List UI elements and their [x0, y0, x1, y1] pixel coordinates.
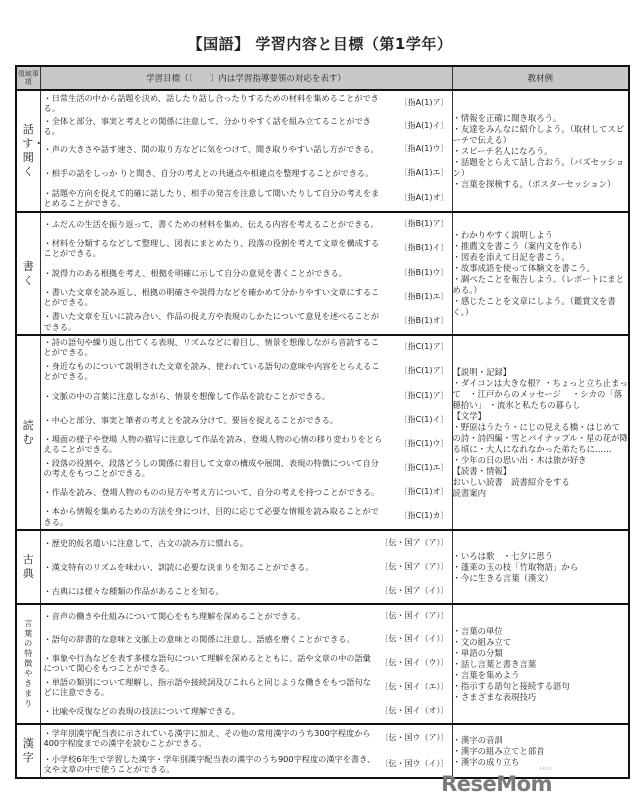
goal-text: ・書いた文章を互いに読み合い、作品の捉え方や表現のしかたについて意見を述べることができる。 [43, 311, 380, 332]
goal-item [41, 504, 452, 529]
goal-item [41, 675, 452, 699]
resemom-logo [441, 766, 552, 796]
curriculum-reference: 〔指A(1)オ〕 [399, 192, 449, 202]
goals-cell [40, 724, 452, 778]
curriculum-reference: 〔指B(1)イ〕 [399, 242, 449, 252]
goal-item [41, 384, 452, 408]
goal-text: ・日常生活の中から話題を決め、話したり話し合ったりするための材料を集めることができる。 [43, 92, 379, 113]
goal-item [41, 213, 452, 235]
curriculum-reference: 〔伝・国イ（オ）〕 [380, 705, 449, 715]
goal-text: ・音声の働きや仕組みについて関心をもち理解を深めることができる。 [43, 610, 306, 621]
goal-text: ・比喩や反復などの表現の技法について理解できる。 [43, 705, 240, 716]
area-label-text: 読む [22, 418, 34, 446]
goal-item [41, 309, 452, 334]
area-label [16, 604, 40, 724]
curriculum-reference: 〔指B(1)ウ〕 [399, 267, 449, 277]
material-item: ・ダイコンは大きな根？・ちょっと立ち止まって ・江戸からのメッセージ ・シカの「落穂拾い」 ・流氷と私たちの暮らし [452, 377, 628, 410]
area-label [16, 90, 45, 212]
curriculum-reference: 〔指C(1)イ〕 [399, 414, 449, 424]
area-label-text: 言葉の特徴やきまり [24, 619, 33, 708]
curriculum-reference: 〔伝・国ア（ア）〕 [380, 537, 449, 547]
material-item: ・単語の分類 [452, 647, 503, 658]
goal-text: ・歴史的仮名遣いに注意して、古文の読み方に慣れる。 [43, 537, 249, 548]
goal-text: ・小学校6年生で学習した漢字・学年別漢字配当表の漢字のうち900字程度の漢字を書き、文や文章の中で使うことができる。 [43, 753, 376, 774]
section-row [16, 212, 629, 335]
materials-cell [452, 604, 629, 724]
material-item: ・漢字の成り立ち [452, 756, 520, 767]
header-area: 領域事項 [16, 66, 40, 90]
goal-item [41, 161, 452, 185]
curriculum-reference: 〔指A(1)イ〕 [399, 120, 449, 130]
goal-text: ・ふだんの生活を振り返って、書くための材料を集め、伝える内容を考えることができる。 [43, 218, 379, 229]
goals-cell [40, 90, 452, 212]
material-item: ・情報を正確に聞き取ろう。 [452, 112, 562, 123]
goal-text: ・本から情報を集めるための方法を身につけ、目的に応じて必要な情報を読み取ることができる。 [43, 506, 379, 527]
goal-item [41, 358, 452, 384]
goal-item [41, 432, 452, 456]
area-label [16, 212, 40, 335]
material-item: ・文の組み立て [452, 636, 512, 647]
material-item: ・友達をみんなに紹介しよう。（取材してスピーチで伝える） [452, 123, 625, 145]
material-item: ・言葉を探検する。（ポスターセッション） [452, 178, 616, 189]
goal-text: ・事象や行為などを表す多様な語句について理解を深めるとともに、話や文章の中の語彙について関心をもつことができる。 [43, 652, 371, 673]
header-materials: 教材例 [452, 66, 629, 90]
material-item: ・さまざまな表現技巧 [452, 691, 537, 702]
material-item: ・話し言葉と書き言葉 [452, 658, 537, 669]
goal-item [41, 456, 452, 480]
goal-item [41, 699, 452, 723]
goals-cell [40, 530, 452, 604]
curriculum-reference: 〔伝・国イ（エ）〕 [380, 681, 449, 691]
curriculum-reference: 〔伝・国ア（ア）〕 [380, 561, 449, 571]
goal-item [41, 651, 452, 675]
goal-item [41, 336, 452, 358]
material-item: ・今に生きる言葉（漢文） [452, 572, 553, 583]
goal-item [41, 408, 452, 432]
goal-item [41, 555, 452, 579]
material-item: ・調べたことを報告しよう。（レポートにまとめる。） [452, 273, 625, 295]
curriculum-reference: 〔指C(1)ア〕 [399, 341, 449, 351]
curriculum-table [15, 65, 630, 779]
area-label-text: 書く [22, 259, 34, 287]
material-item: ・指示する語句と接続する語句 [452, 680, 570, 691]
section-row [16, 90, 629, 212]
material-item: ・故事成語を使って体験文を書こう。 [452, 262, 595, 273]
goals-cell [40, 604, 452, 724]
logo-text: ReseMom [441, 772, 552, 796]
goal-item [41, 261, 452, 285]
goal-text: ・身近なものについて説明された文章を読み、使われている語句の意味や内容をとらえることができる。 [43, 360, 380, 381]
curriculum-reference: 〔指C(1)オ〕 [399, 486, 449, 496]
curriculum-reference: 〔指A(1)ウ〕 [399, 143, 449, 153]
area-label-text: 古典 [22, 553, 34, 580]
material-item: ・野原はうたう・にじの見える橋・はじめての詩・詩四編・雪とパイナップル・星の花が降る頃に・大人になれなかった弟たちに…… [452, 421, 628, 454]
material-item: ・いろは歌 ・七夕に思う [452, 550, 553, 561]
curriculum-reference: 〔伝・国ウ（ア）〕 [380, 732, 449, 742]
material-item: おいしい読書 読書紹介をする [452, 476, 570, 487]
section-row [16, 530, 629, 604]
material-item: ・わかりやすく説明しよう [452, 229, 553, 240]
materials-cell [452, 335, 629, 530]
goal-text: ・相手の話をしっか りと聞き、自分の考えとの共通点や相違点を整理することができる。 [43, 167, 374, 178]
table-body [16, 90, 629, 778]
material-item: 【文学】 [452, 410, 486, 421]
goal-text: ・書いた文章を読み返し、根拠の明確さや説得力などを確かめて分かりやすい文章にすることができる。 [43, 286, 380, 307]
goal-text: ・段落の役割や、段落どうしの関係に着目して文章の構成や展開、表現の特徴について自分の考えをもつことができる。 [43, 457, 379, 478]
material-item: ・漢字の音訓 [452, 734, 503, 745]
goal-text: ・場面の様子や登場 人物の描写に注意して作品を読み、登場人物の心情の移り変わりをとらえることができる。 [43, 433, 383, 454]
goal-text: ・語句の辞書的な意味と文脈上の意味との関係に注意し、語感を磨くことができる。 [43, 633, 355, 644]
goal-item [41, 480, 452, 504]
material-item: 【読書・情報】 [452, 465, 512, 476]
goal-item [41, 751, 452, 777]
curriculum-reference: 〔伝・国イ（イ）〕 [380, 633, 449, 643]
curriculum-reference: 〔伝・国ウ（イ）〕 [380, 758, 449, 768]
curriculum-reference: 〔指A(1)エ〕 [399, 167, 449, 177]
goal-text: ・学年別漢字配当表に示されている漢字に加え、その他の常用漢字のうち300字程度から400字程度までの漢字を読むことができる。 [43, 727, 371, 748]
area-label [16, 335, 40, 530]
materials-cell [452, 212, 629, 335]
area-label-text: 漢字 [22, 737, 34, 764]
goal-item [41, 235, 452, 261]
goal-text: ・声の大きさや話す速さ、間の取り方などに気をつけて、聞き取りやすい話し方ができる。 [43, 143, 379, 154]
goal-item [41, 285, 452, 309]
goal-text: ・文脈の中の言葉に注意しながら、情景を想像して作品を読むことができる。 [43, 390, 331, 401]
goal-item [41, 115, 452, 137]
goal-text: ・単語の類別について理解し、指示語や接続詞及びこれらと同じような働きをもつ語句などに注意できる。 [43, 676, 371, 697]
table-header-row [16, 66, 629, 90]
goal-item [41, 91, 452, 115]
material-item: ・図表を添えて日記を書こう。 [452, 251, 570, 262]
header-goals: 学習目標（〔 〕内は学習指導要領の対応を表す） [40, 66, 452, 90]
curriculum-reference: 〔指B(1)エ〕 [399, 291, 449, 301]
goal-text: ・中心と部分、事実と筆者の考えとを読み分けて、要旨を捉えることができる。 [43, 414, 339, 425]
curriculum-reference: 〔指C(1)エ〕 [399, 462, 449, 472]
goal-item [41, 605, 452, 627]
goal-text: ・詩の語句や繰り返し出てくる表現、リズムなどに着目し、情景を想像しながら音読することができる。 [43, 336, 380, 357]
goal-text: ・全体と部分、事実と考えとの関係に注意して、分かりやすく話を組み立てることができる。 [43, 115, 371, 136]
goal-item [41, 579, 452, 603]
curriculum-reference: 〔伝・国イ（ア）〕 [380, 610, 449, 620]
material-item: ・言葉を集めよう [452, 669, 520, 680]
material-item: ・言葉の単位 [452, 625, 503, 636]
curriculum-reference: 〔指C(1)ア〕 [399, 390, 449, 400]
goal-text: ・説得力のある根拠を考え、根拠を明確に示して自分の意見を書くことができる。 [43, 267, 347, 278]
page-title: 【国語】 学習内容と目標（第1学年） [187, 35, 453, 53]
curriculum-reference: 〔指C(1)ア〕 [399, 365, 449, 375]
material-item: ・感じたことを文章にしよう。（鑑賞文を書く。） [452, 295, 616, 317]
area-label [16, 530, 40, 604]
material-item: ・少年の日の思い出・木は旅が好き [452, 454, 587, 465]
section-row [16, 604, 629, 724]
material-item: ・蓬莱の玉の枝「竹取物語」から [452, 561, 579, 572]
material-item: 【説明・記録】 [452, 366, 512, 377]
curriculum-reference: 〔指C(1)ウ〕 [399, 438, 449, 448]
goal-item [41, 185, 452, 211]
goals-cell [40, 212, 452, 335]
curriculum-reference: 〔指B(1)ア〕 [399, 218, 449, 228]
materials-cell [452, 530, 629, 604]
logo-kana: リセマム [538, 766, 552, 771]
material-item: ・スピーチ名人になろう。 [452, 145, 553, 156]
curriculum-reference: 〔伝・国ア（イ）〕 [380, 585, 449, 595]
goal-text: ・話題や方向を捉えて的確に話したり、相手の発言を注意して聞いたりして自分の考えをまとめることができる。 [43, 187, 380, 208]
goal-text: ・古典には様々な種類の作品があることを知る。 [43, 585, 224, 596]
goal-item [41, 725, 452, 751]
goal-item [41, 531, 452, 555]
material-item: 読書案内 [452, 487, 486, 498]
area-label-text: 話す・聞く [22, 123, 45, 178]
curriculum-reference: 〔指B(1)オ〕 [399, 316, 449, 326]
area-label [16, 724, 40, 778]
material-item: ・話題をとらえて話し合おう。（バズセッション） [452, 156, 625, 178]
goal-item [41, 137, 452, 161]
goal-text: ・材料を分類するなどして整理し、図表にまとめたり、段落の役割を考えて文章を構成することができる。 [43, 237, 380, 258]
goal-text: ・漢文特有のリズムを味わい、訓読に必要な決まりを知ることができる。 [43, 561, 314, 572]
goal-text: ・作品を読み、登場人物のものの見方や考え方について、自分の考えを持つことができる。 [43, 486, 380, 497]
material-item: ・漢字の組み立てと部首 [452, 745, 545, 756]
goals-cell [40, 335, 452, 530]
materials-cell [452, 90, 629, 212]
curriculum-reference: 〔指A(1)ア〕 [399, 97, 449, 107]
material-item: ・推薦文を書こう（案内文を作る） [452, 240, 587, 251]
section-row [16, 335, 629, 530]
curriculum-reference: 〔指C(1)カ〕 [399, 511, 449, 521]
curriculum-reference: 〔伝・国イ（ウ）〕 [380, 657, 449, 667]
goal-item [41, 627, 452, 651]
